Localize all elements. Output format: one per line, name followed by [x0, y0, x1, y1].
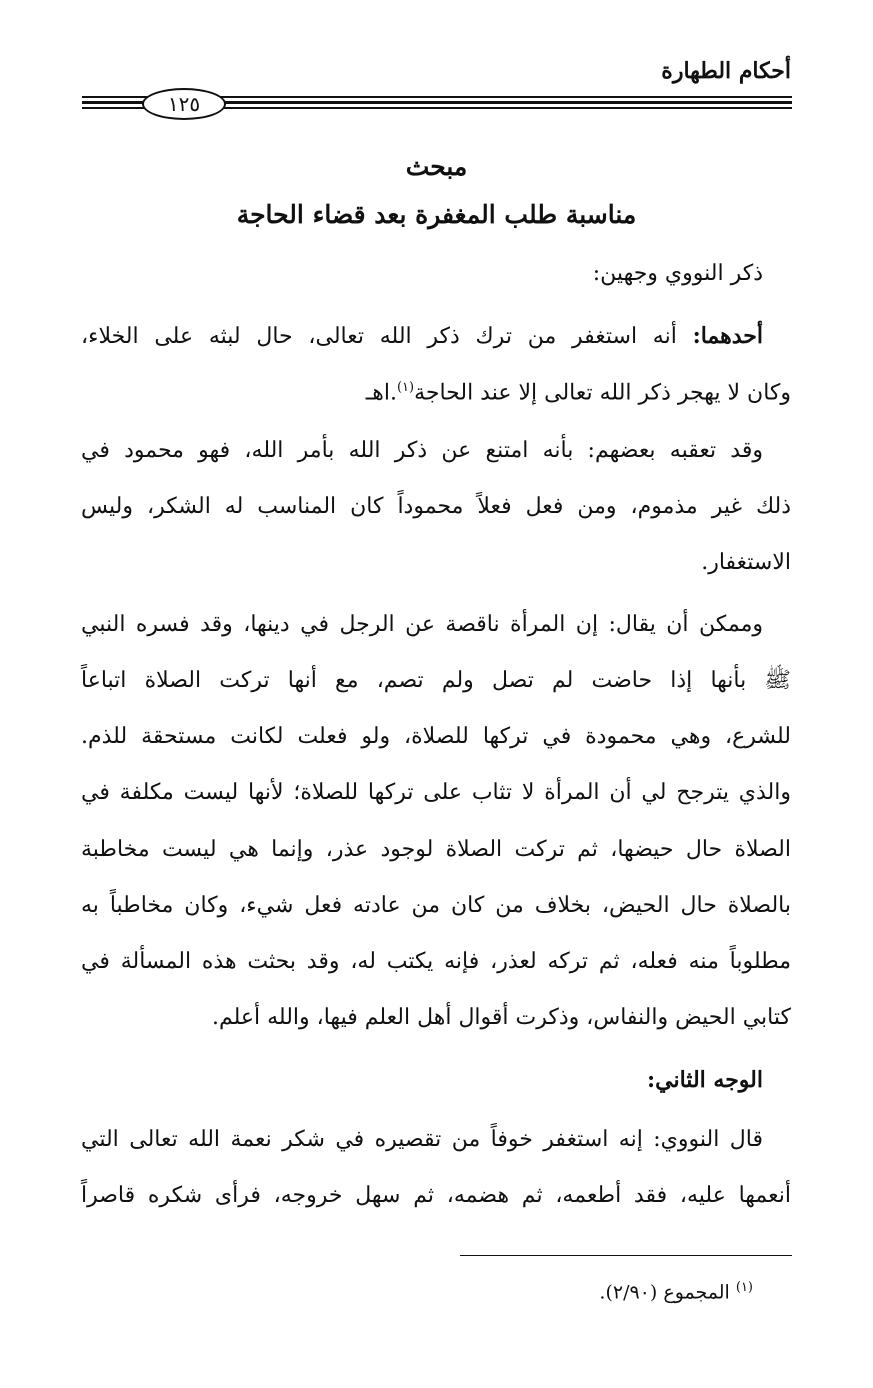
line-text: أنه استغفر من ترك ذكر الله تعالى، حال لبثه على الخلاء، — [81, 324, 693, 349]
running-head: أحكام الطهارة — [661, 58, 791, 84]
footnote — [599, 1280, 753, 1303]
paragraph-line: للشرع، وهي محمودة في تركها للصلاة، ولو فعلت لكانت مستحقة للذم. — [81, 724, 791, 749]
paragraph-line: مطلوباً منه فعله، ثم تركه لعذر، فإنه يكتب له، وقد بحثت هذه المسألة في — [81, 949, 791, 974]
footnote-number: (١) — [735, 1280, 753, 1295]
paragraph-line: ذلك غير مذموم، ومن فعل فعلاً محموداً كان المناسب له الشكر، وليس — [81, 494, 791, 519]
paragraph-line: بالصلاة حال الحيض، بخلاف من كان من عادته فعل شيء، وكان مخاطباً به — [81, 893, 791, 918]
footnote-text: المجموع (٢/٩٠). — [599, 1281, 736, 1304]
paragraph-line: قال النووي: إنه استغفر خوفاً من تقصيره في شكر نعمة الله تعالى التي — [81, 1127, 763, 1152]
subsection-heading: الوجه الثاني: — [647, 1067, 763, 1093]
paragraph-line: الاستغفار. — [701, 550, 791, 575]
paragraph-line: الصلاة حال حيضها، ثم تركت الصلاة لوجود عذر، وإنما هي ليست مخاطبة — [81, 837, 791, 862]
paragraph-line: والذي يترجح لي أن المرأة لا تثاب على تركها للصلاة؛ لأنها ليست مكلفة في — [81, 780, 791, 805]
paragraph-line: وقد تعقبه بعضهم: بأنه امتنع عن ذكر الله بأمر الله، فهو محمود في — [81, 438, 763, 463]
paragraph-line: ذكر النووي وجهين: — [592, 261, 763, 286]
paragraph-line: ﷺ بأنها إذا حاضت لم تصل ولم تصم، مع أنها تركت الصلاة اتباعاً — [81, 668, 791, 693]
section-subheading: مناسبة طلب المغفرة بعد قضاء الحاجة — [236, 200, 637, 229]
paragraph-line: كتابي الحيض والنفاس، وذكرت أقوال أهل العلم فيها، والله أعلم. — [211, 1005, 791, 1030]
footnote-separator — [460, 1255, 792, 1256]
section-heading: مبحث — [405, 152, 468, 181]
header-rule — [82, 92, 792, 114]
paragraph-line: وممكن أن يقال: إن المرأة ناقصة عن الرجل في دينها، وقد فسره النبي — [81, 612, 763, 637]
paragraph-line — [81, 320, 763, 353]
paragraph-line — [81, 372, 791, 409]
lead-term: أحدهما: — [692, 323, 763, 349]
paragraph-line: أنعمها عليه، فقد أطعمه، ثم هضمه، ثم سهل خروجه، فرأى شكره قاصراً — [81, 1183, 791, 1208]
page-number: ١٢٥ — [142, 88, 226, 120]
line-text: وكان لا يهجر ذكر الله تعالى إلا عند الحاجة — [414, 380, 791, 406]
footnote-marker: (١) — [396, 380, 415, 395]
line-text: .اهـ — [365, 380, 397, 406]
